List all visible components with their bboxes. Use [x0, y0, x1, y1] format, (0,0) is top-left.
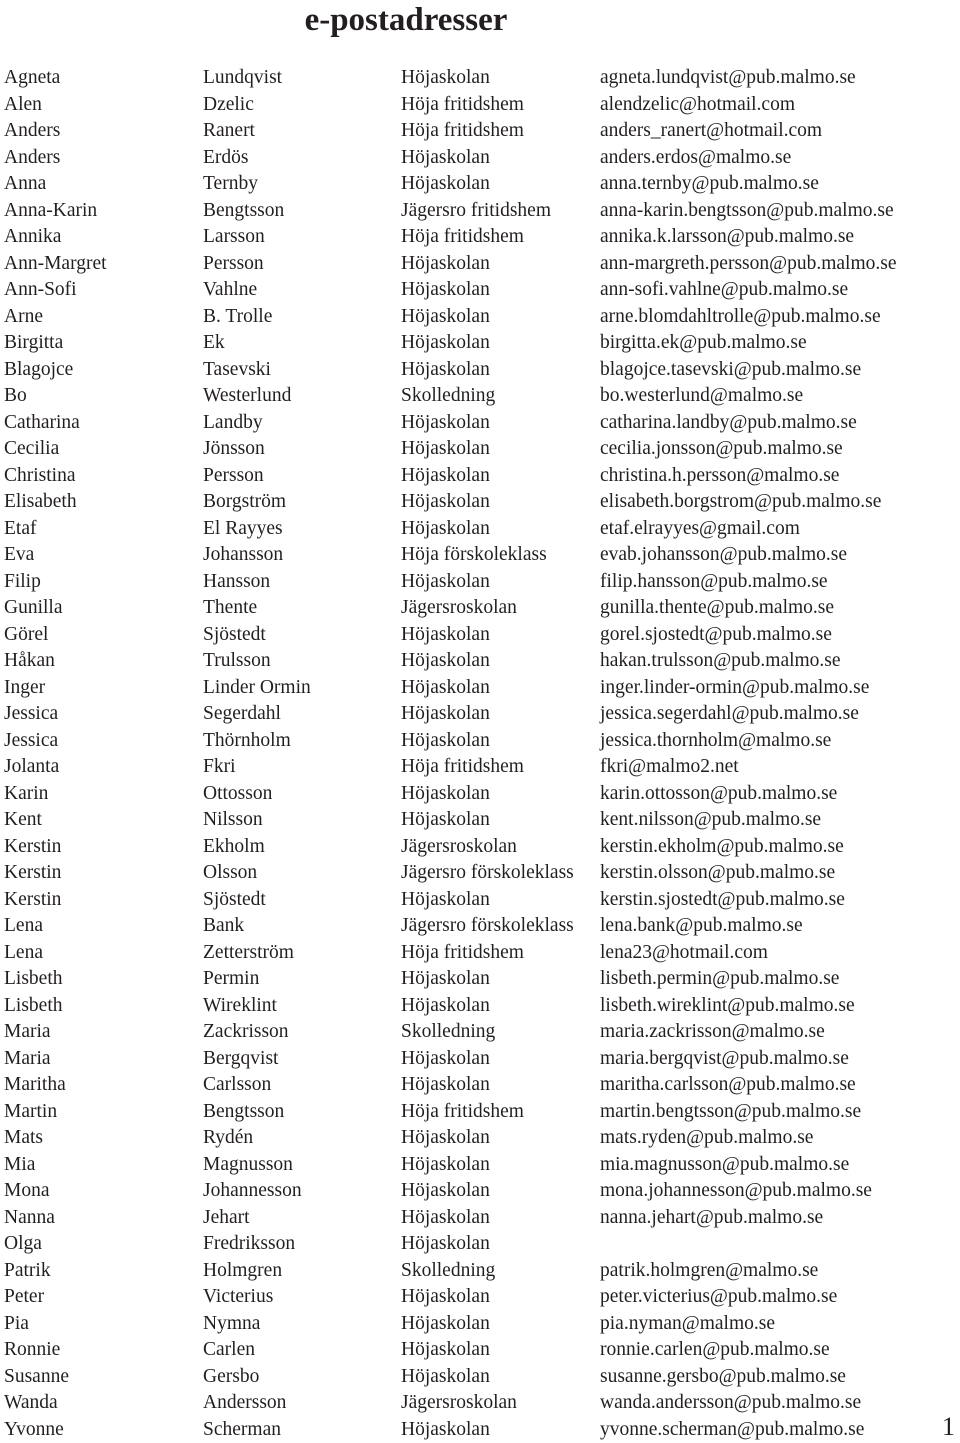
table-row: [4, 277, 924, 304]
first-name-cell: Susanne: [4, 1365, 69, 1387]
table-row: [4, 463, 924, 490]
workplace-cell: Höjaskolan: [401, 358, 490, 380]
table-row: [4, 701, 924, 728]
first-name-cell: Mona: [4, 1180, 50, 1201]
email-cell: jessica.segerdahl@pub.malmo.se: [600, 703, 859, 724]
email-cell: yvonne.scherman@pub.malmo.se: [600, 1418, 865, 1440]
workplace-cell: Höjaskolan: [401, 888, 490, 910]
table-row: [4, 1231, 924, 1258]
table-row: [4, 1205, 924, 1232]
first-name-cell: Wanda: [4, 1392, 58, 1413]
last-name-cell: Rydén: [203, 1127, 254, 1148]
first-name-cell: Nanna: [4, 1206, 55, 1228]
last-name-cell: Ekholm: [203, 835, 265, 857]
table-row: [4, 887, 924, 914]
email-cell: jessica.thornholm@malmo.se: [600, 729, 832, 751]
table-row: [4, 65, 924, 92]
first-name-cell: Martin: [4, 1100, 58, 1122]
table-row: [4, 993, 924, 1020]
first-name-cell: Lena: [4, 941, 43, 963]
email-cell: lisbeth.wireklint@pub.malmo.se: [600, 994, 855, 1016]
last-name-cell: Magnusson: [203, 1153, 293, 1175]
last-name-cell: Westerlund: [203, 385, 292, 406]
email-cell: gunilla.thente@pub.malmo.se: [600, 597, 835, 618]
table-row: [4, 595, 924, 622]
first-name-cell: Jolanta: [4, 756, 60, 777]
first-name-cell: Jessica: [4, 729, 59, 751]
first-name-cell: Anders: [4, 146, 61, 168]
workplace-cell: Höjaskolan: [401, 252, 490, 274]
table-row: [4, 1125, 924, 1152]
email-cell: karin.ottosson@pub.malmo.se: [600, 782, 838, 804]
workplace-cell: Höja fritidshem: [401, 941, 524, 963]
first-name-cell: Maria: [4, 1047, 51, 1069]
email-cell: bo.westerlund@malmo.se: [600, 385, 804, 406]
workplace-cell: Höjaskolan: [401, 146, 490, 168]
email-cell: susanne.gersbo@pub.malmo.se: [600, 1365, 846, 1387]
email-cell: pia.nyman@malmo.se: [600, 1312, 776, 1334]
workplace-cell: Höjaskolan: [401, 570, 490, 592]
last-name-cell: Thente: [203, 597, 258, 618]
last-name-cell: Bank: [203, 915, 245, 936]
table-row: [4, 754, 924, 781]
workplace-cell: Höjaskolan: [401, 1047, 490, 1069]
first-name-cell: Etaf: [4, 517, 37, 539]
email-cell: blagojce.tasevski@pub.malmo.se: [600, 358, 862, 380]
email-cell: kerstin.ekholm@pub.malmo.se: [600, 835, 844, 857]
table-row: [4, 145, 924, 172]
last-name-cell: Holmgren: [203, 1259, 283, 1281]
first-name-cell: Pia: [4, 1312, 29, 1334]
table-row: [4, 1046, 924, 1073]
table-row: [4, 966, 924, 993]
workplace-cell: Höja fritidshem: [401, 120, 524, 141]
table-row: [4, 675, 924, 702]
email-cell: gorel.sjostedt@pub.malmo.se: [600, 623, 832, 645]
email-cell: anna-karin.bengtsson@pub.malmo.se: [600, 199, 894, 221]
last-name-cell: Nilsson: [203, 809, 263, 830]
email-cell: mats.ryden@pub.malmo.se: [600, 1127, 814, 1148]
first-name-cell: Anders: [4, 120, 61, 141]
email-cell: annika.k.larsson@pub.malmo.se: [600, 226, 855, 247]
email-cell: maria.bergqvist@pub.malmo.se: [600, 1047, 849, 1069]
first-name-cell: Mia: [4, 1153, 36, 1175]
workplace-cell: Höjaskolan: [401, 411, 490, 433]
workplace-cell: Höjaskolan: [401, 703, 490, 724]
first-name-cell: Görel: [4, 623, 49, 645]
first-name-cell: Inger: [4, 676, 46, 698]
first-name-cell: Kent: [4, 809, 42, 830]
workplace-cell: Skolledning: [401, 1259, 496, 1281]
last-name-cell: Lundqvist: [203, 67, 283, 88]
table-row: [4, 118, 924, 145]
table-row: [4, 251, 924, 278]
email-cell: kent.nilsson@pub.malmo.se: [600, 809, 822, 830]
table-row: [4, 1284, 924, 1311]
workplace-cell: Höjaskolan: [401, 491, 490, 512]
first-name-cell: Filip: [4, 570, 41, 592]
email-cell: martin.bengtsson@pub.malmo.se: [600, 1100, 862, 1122]
email-cell: elisabeth.borgstrom@pub.malmo.se: [600, 491, 882, 512]
last-name-cell: Hansson: [203, 570, 271, 592]
email-cell: wanda.andersson@pub.malmo.se: [600, 1392, 862, 1413]
email-cell: peter.victerius@pub.malmo.se: [600, 1286, 838, 1307]
workplace-cell: Skolledning: [401, 1021, 496, 1042]
last-name-cell: Carlsson: [203, 1074, 272, 1095]
first-name-cell: Gunilla: [4, 597, 63, 618]
email-cell: alendzelic@hotmail.com: [600, 93, 796, 115]
workplace-cell: Höja fritidshem: [401, 1100, 524, 1122]
first-name-cell: Blagojce: [4, 358, 74, 380]
email-cell: ronnie.carlen@pub.malmo.se: [600, 1339, 830, 1360]
last-name-cell: Jehart: [203, 1206, 250, 1228]
email-cell: lena23@hotmail.com: [600, 941, 768, 963]
email-cell: hakan.trulsson@pub.malmo.se: [600, 650, 841, 671]
email-cell: anna.ternby@pub.malmo.se: [600, 173, 819, 194]
last-name-cell: Thörnholm: [203, 729, 291, 751]
first-name-cell: Arne: [4, 305, 43, 327]
email-cell: maritha.carlsson@pub.malmo.se: [600, 1074, 856, 1095]
workplace-cell: Höja fritidshem: [401, 226, 524, 247]
email-cell: kerstin.sjostedt@pub.malmo.se: [600, 888, 845, 910]
last-name-cell: Zackrisson: [203, 1021, 289, 1042]
first-name-cell: Anna-Karin: [4, 199, 98, 221]
email-cell: anders_ranert@hotmail.com: [600, 120, 823, 141]
workplace-cell: Höjaskolan: [401, 279, 490, 300]
email-cell: arne.blomdahltrolle@pub.malmo.se: [600, 305, 881, 327]
table-row: [4, 1178, 924, 1205]
workplace-cell: Jägersro förskoleklass: [401, 862, 574, 883]
workplace-cell: Höjaskolan: [401, 676, 490, 698]
table-row: [4, 1152, 924, 1179]
first-name-cell: Alen: [4, 93, 42, 115]
workplace-cell: Höjaskolan: [401, 305, 490, 327]
last-name-cell: Ranert: [203, 120, 255, 141]
last-name-cell: Fredriksson: [203, 1233, 296, 1254]
workplace-cell: Höjaskolan: [401, 729, 490, 751]
table-row: [4, 542, 924, 569]
page-number: 1: [942, 1412, 955, 1441]
workplace-cell: Höjaskolan: [401, 67, 490, 88]
workplace-cell: Höjaskolan: [401, 994, 490, 1016]
last-name-cell: Landby: [203, 411, 263, 433]
workplace-cell: Höjaskolan: [401, 1206, 490, 1228]
last-name-cell: Persson: [203, 464, 264, 486]
workplace-cell: Höjaskolan: [401, 1312, 490, 1334]
first-name-cell: Bo: [4, 385, 27, 406]
first-name-cell: Kerstin: [4, 888, 62, 910]
table-row: [4, 489, 924, 516]
first-name-cell: Yvonne: [4, 1418, 64, 1440]
email-cell: inger.linder-ormin@pub.malmo.se: [600, 676, 870, 698]
email-cell: patrik.holmgren@malmo.se: [600, 1259, 819, 1281]
email-cell: cecilia.jonsson@pub.malmo.se: [600, 438, 843, 459]
email-cell: ann-sofi.vahlne@pub.malmo.se: [600, 279, 849, 300]
table-row: [4, 1258, 924, 1285]
table-row: [4, 807, 924, 834]
table-row: [4, 860, 924, 887]
first-name-cell: Ann-Margret: [4, 252, 107, 274]
email-cell: mona.johannesson@pub.malmo.se: [600, 1180, 872, 1201]
table-row: [4, 622, 924, 649]
last-name-cell: Jönsson: [203, 438, 265, 459]
first-name-cell: Agneta: [4, 67, 61, 88]
last-name-cell: Olsson: [203, 862, 258, 883]
last-name-cell: Segerdahl: [203, 703, 281, 724]
workplace-cell: Höjaskolan: [401, 1339, 490, 1360]
first-name-cell: Maria: [4, 1021, 51, 1042]
table-row: [4, 92, 924, 119]
workplace-cell: Höjaskolan: [401, 332, 490, 353]
first-name-cell: Patrik: [4, 1259, 51, 1281]
last-name-cell: Fkri: [203, 756, 236, 777]
workplace-cell: Höjaskolan: [401, 1418, 490, 1440]
first-name-cell: Catharina: [4, 411, 80, 433]
last-name-cell: Ternby: [203, 173, 258, 194]
first-name-cell: Mats: [4, 1127, 43, 1148]
email-cell: etaf.elrayyes@gmail.com: [600, 517, 800, 539]
table-row: [4, 436, 924, 463]
last-name-cell: Persson: [203, 252, 264, 274]
workplace-cell: Jägersro fritidshem: [401, 199, 552, 221]
table-row: [4, 1019, 924, 1046]
last-name-cell: Erdös: [203, 146, 249, 168]
first-name-cell: Olga: [4, 1233, 42, 1254]
table-row: [4, 198, 924, 225]
last-name-cell: Johannesson: [203, 1180, 302, 1201]
email-cell: lisbeth.permin@pub.malmo.se: [600, 968, 840, 989]
table-row: [4, 330, 924, 357]
last-name-cell: Johansson: [203, 544, 284, 565]
last-name-cell: Ek: [203, 332, 225, 353]
workplace-cell: Höjaskolan: [401, 1365, 490, 1387]
email-cell: maria.zackrisson@malmo.se: [600, 1021, 825, 1042]
workplace-cell: Jägersroskolan: [401, 597, 517, 618]
workplace-cell: Höja fritidshem: [401, 93, 524, 115]
last-name-cell: Vahlne: [203, 279, 258, 300]
first-name-cell: Karin: [4, 782, 49, 804]
workplace-cell: Jägersroskolan: [401, 1392, 517, 1413]
table-row: [4, 410, 924, 437]
email-cell: kerstin.olsson@pub.malmo.se: [600, 862, 836, 883]
email-cell: birgitta.ek@pub.malmo.se: [600, 332, 807, 353]
last-name-cell: Tasevski: [203, 358, 271, 380]
first-name-cell: Annika: [4, 226, 62, 247]
first-name-cell: Kerstin: [4, 835, 62, 857]
table-row: [4, 648, 924, 675]
email-cell: lena.bank@pub.malmo.se: [600, 915, 803, 936]
table-row: [4, 516, 924, 543]
workplace-cell: Höjaskolan: [401, 809, 490, 830]
first-name-cell: Eva: [4, 544, 35, 565]
table-row: [4, 383, 924, 410]
workplace-cell: Höjaskolan: [401, 438, 490, 459]
workplace-cell: Höjaskolan: [401, 464, 490, 486]
workplace-cell: Höjaskolan: [401, 1180, 490, 1201]
email-cell: catharina.landby@pub.malmo.se: [600, 411, 857, 433]
first-name-cell: Elisabeth: [4, 491, 77, 512]
email-cell: filip.hansson@pub.malmo.se: [600, 570, 828, 592]
table-row: [4, 940, 924, 967]
first-name-cell: Ronnie: [4, 1339, 61, 1360]
last-name-cell: Nymna: [203, 1312, 261, 1334]
first-name-cell: Peter: [4, 1286, 45, 1307]
workplace-cell: Skolledning: [401, 385, 496, 406]
last-name-cell: Zetterström: [203, 941, 294, 963]
last-name-cell: Permin: [203, 968, 260, 989]
table-row: [4, 728, 924, 755]
table-row: [4, 224, 924, 251]
last-name-cell: Scherman: [203, 1418, 281, 1440]
first-name-cell: Christina: [4, 464, 76, 486]
first-name-cell: Birgitta: [4, 332, 64, 353]
workplace-cell: Höjaskolan: [401, 623, 490, 645]
workplace-cell: Höjaskolan: [401, 517, 490, 539]
last-name-cell: Bergqvist: [203, 1047, 279, 1069]
table-row: [4, 834, 924, 861]
table-row: [4, 1337, 924, 1364]
workplace-cell: Höjaskolan: [401, 1286, 490, 1307]
first-name-cell: Kerstin: [4, 862, 62, 883]
last-name-cell: Larsson: [203, 226, 265, 247]
table-row: [4, 1072, 924, 1099]
email-cell: christina.h.persson@malmo.se: [600, 464, 840, 486]
table-row: [4, 1099, 924, 1126]
table-row: [4, 171, 924, 198]
last-name-cell: Carlen: [203, 1339, 255, 1360]
table-row: [4, 913, 924, 940]
workplace-cell: Jägersro förskoleklass: [401, 915, 574, 936]
page-title: e-postadresser: [304, 2, 508, 38]
first-name-cell: Cecilia: [4, 438, 60, 459]
table-row: [4, 304, 924, 331]
workplace-cell: Höjaskolan: [401, 1074, 490, 1095]
email-directory-table: [4, 65, 924, 1443]
workplace-cell: Höja fritidshem: [401, 756, 524, 777]
table-row: [4, 1364, 924, 1391]
workplace-cell: Höjaskolan: [401, 173, 490, 194]
first-name-cell: Lisbeth: [4, 994, 63, 1016]
last-name-cell: El Rayyes: [203, 517, 283, 539]
last-name-cell: Dzelic: [203, 93, 254, 115]
first-name-cell: Maritha: [4, 1074, 66, 1095]
last-name-cell: Sjöstedt: [203, 888, 266, 910]
first-name-cell: Ann-Sofi: [4, 279, 77, 300]
table-row: [4, 1311, 924, 1338]
last-name-cell: Trulsson: [203, 650, 271, 671]
workplace-cell: Höjaskolan: [401, 1153, 490, 1175]
workplace-cell: Höjaskolan: [401, 1233, 490, 1254]
last-name-cell: Ottosson: [203, 782, 273, 804]
table-row: [4, 1417, 924, 1443]
first-name-cell: Lena: [4, 915, 43, 936]
email-cell: anders.erdos@malmo.se: [600, 146, 792, 168]
email-cell: mia.magnusson@pub.malmo.se: [600, 1153, 850, 1175]
last-name-cell: Andersson: [203, 1392, 287, 1413]
last-name-cell: Bengtsson: [203, 199, 285, 221]
table-row: [4, 569, 924, 596]
last-name-cell: Gersbo: [203, 1365, 260, 1387]
last-name-cell: Linder Ormin: [203, 676, 311, 698]
table-row: [4, 357, 924, 384]
first-name-cell: Jessica: [4, 703, 59, 724]
last-name-cell: Bengtsson: [203, 1100, 285, 1122]
workplace-cell: Höja förskoleklass: [401, 544, 547, 565]
last-name-cell: Borgström: [203, 491, 287, 512]
first-name-cell: Anna: [4, 173, 47, 194]
first-name-cell: Lisbeth: [4, 968, 63, 989]
last-name-cell: Victerius: [203, 1286, 274, 1307]
email-cell: fkri@malmo2.net: [600, 756, 739, 777]
email-cell: evab.johansson@pub.malmo.se: [600, 544, 848, 565]
workplace-cell: Höjaskolan: [401, 650, 490, 671]
workplace-cell: Höjaskolan: [401, 1127, 490, 1148]
table-row: [4, 781, 924, 808]
workplace-cell: Jägersroskolan: [401, 835, 517, 857]
last-name-cell: Sjöstedt: [203, 623, 266, 645]
email-cell: nanna.jehart@pub.malmo.se: [600, 1206, 824, 1228]
workplace-cell: Höjaskolan: [401, 968, 490, 989]
email-cell: agneta.lundqvist@pub.malmo.se: [600, 67, 856, 88]
first-name-cell: Håkan: [4, 650, 55, 671]
last-name-cell: B. Trolle: [203, 305, 273, 327]
workplace-cell: Höjaskolan: [401, 782, 490, 804]
email-cell: ann-margreth.persson@pub.malmo.se: [600, 252, 897, 274]
last-name-cell: Wireklint: [203, 994, 277, 1016]
table-row: [4, 1390, 924, 1417]
